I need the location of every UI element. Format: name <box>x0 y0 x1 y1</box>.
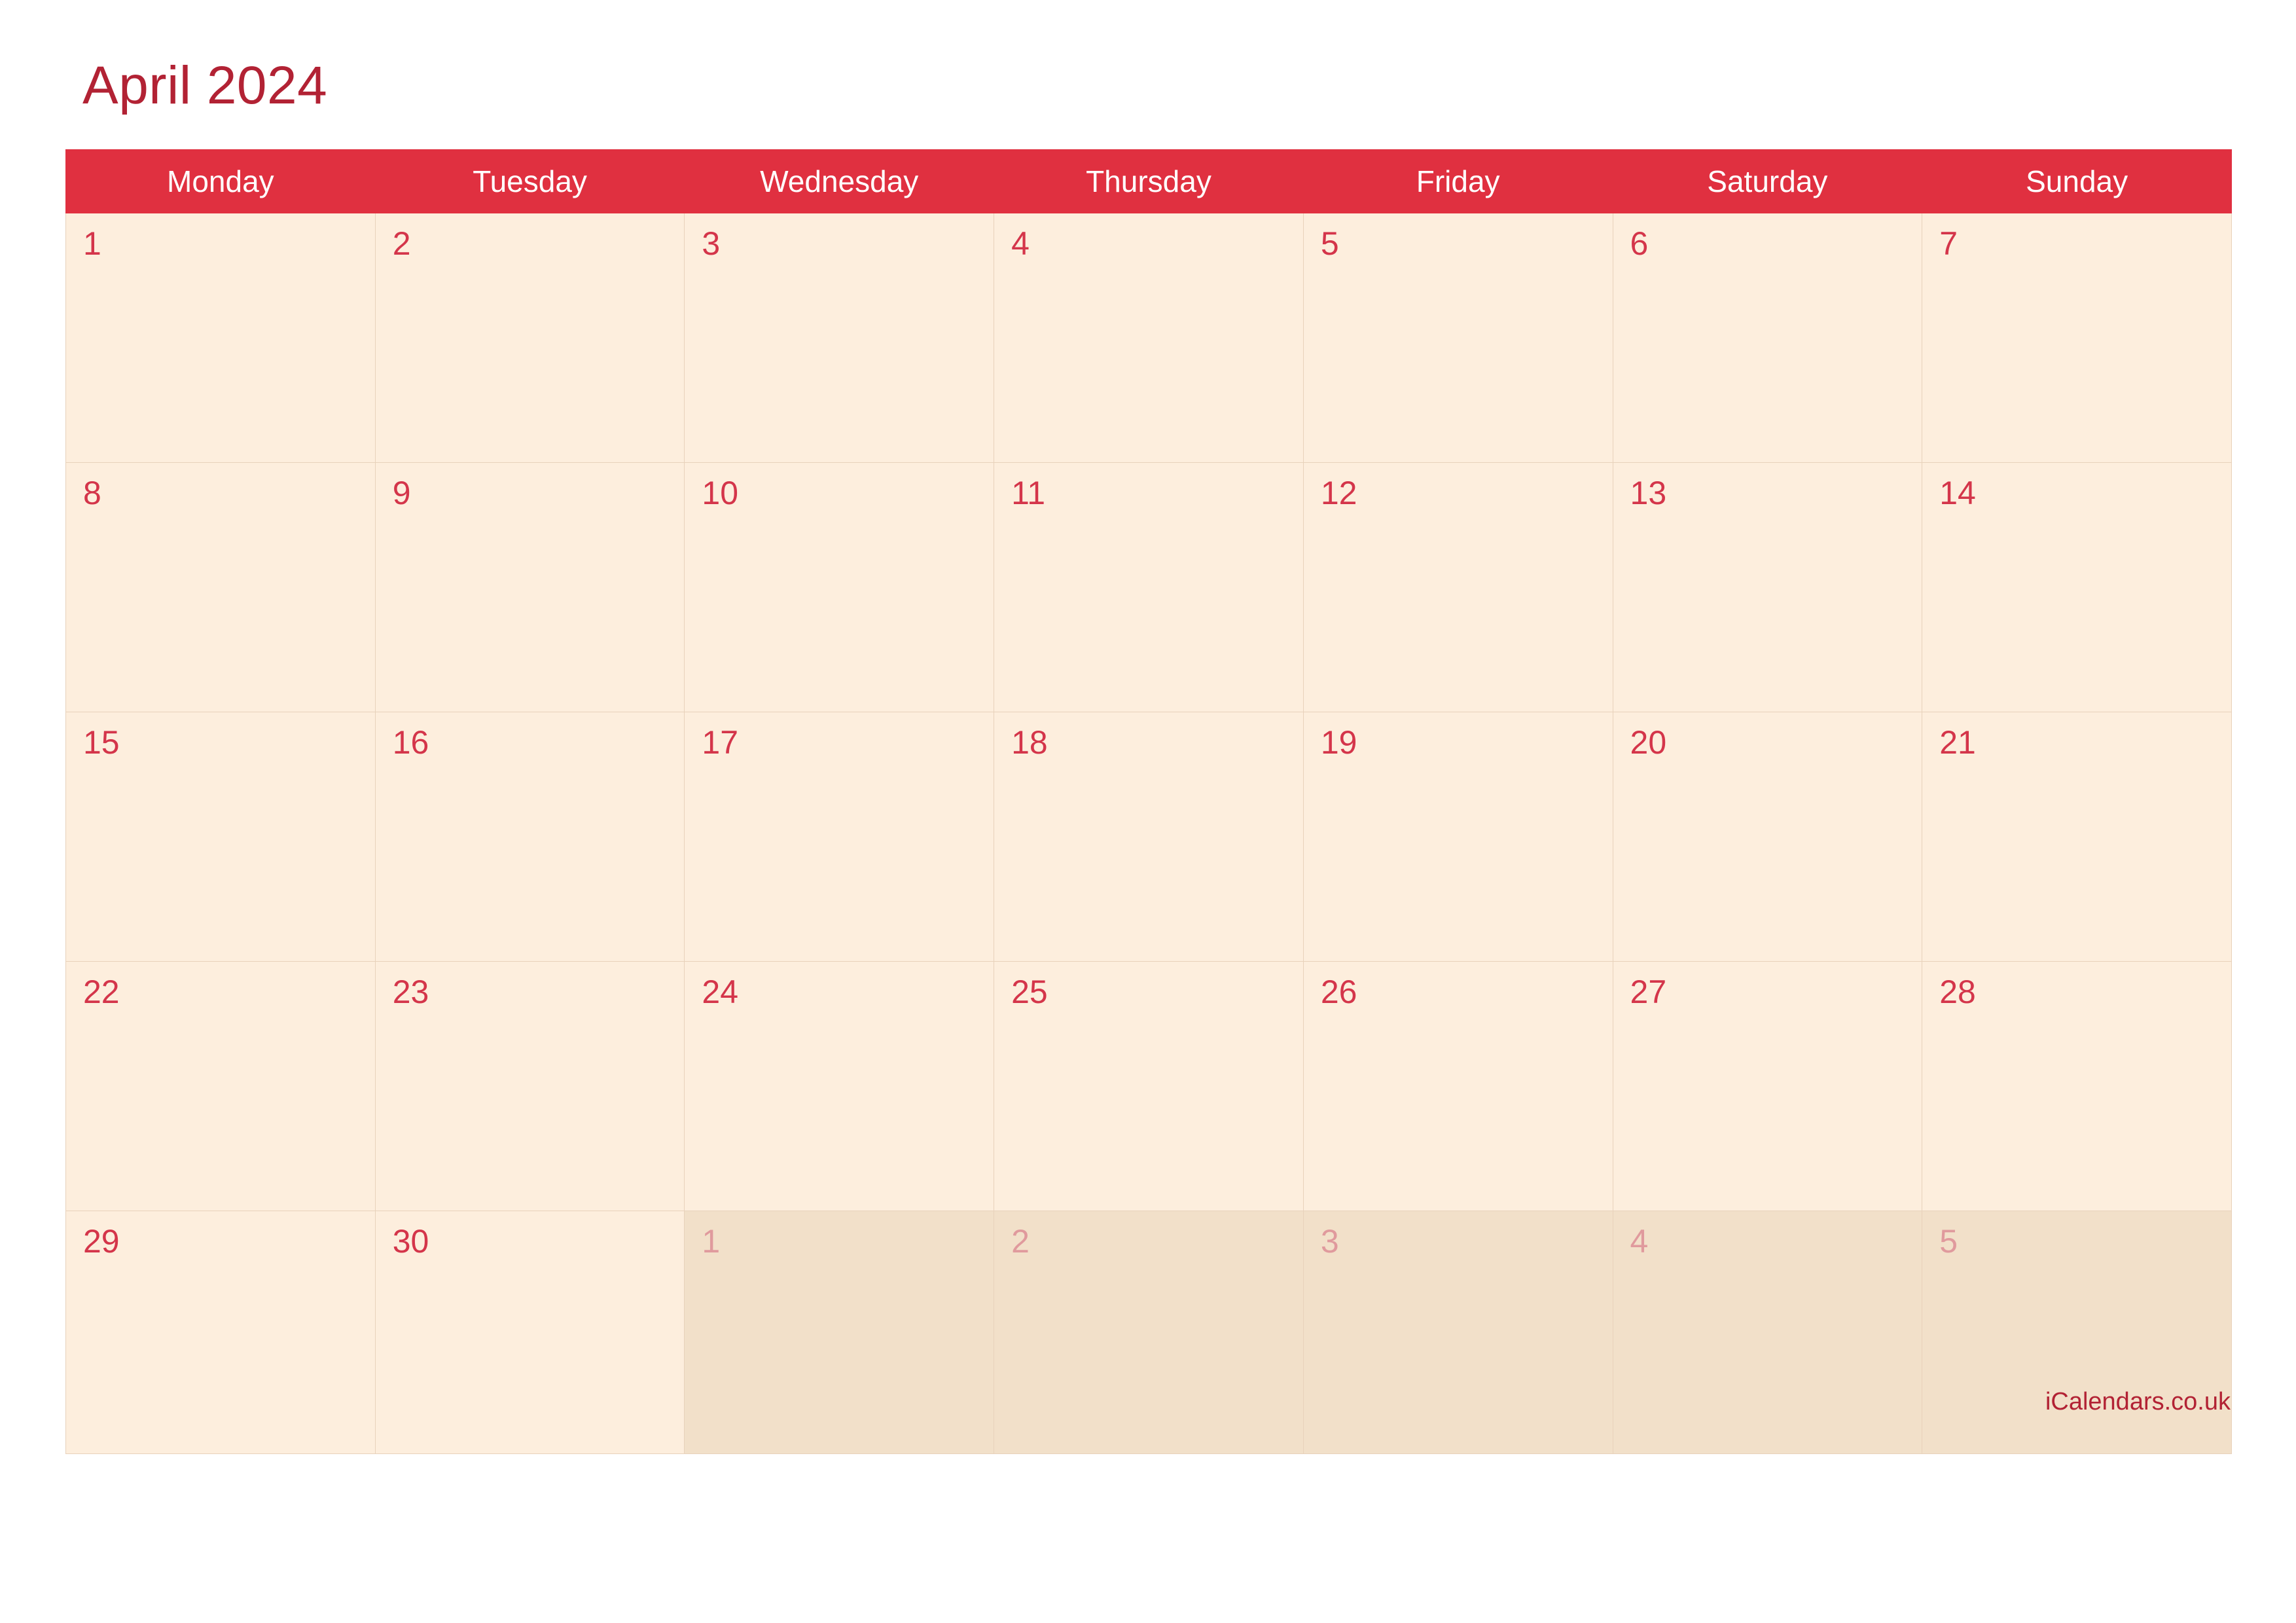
day-cell[interactable] <box>1303 463 1613 712</box>
page-title: April 2024 <box>82 56 328 115</box>
day-number: 24 <box>702 974 739 1010</box>
day-number: 23 <box>392 974 429 1010</box>
day-cell[interactable] <box>375 962 685 1211</box>
day-cell[interactable] <box>994 463 1304 712</box>
day-cell-other-month[interactable] <box>1303 1211 1613 1454</box>
day-cell[interactable] <box>1613 712 1922 962</box>
day-number: 28 <box>1939 974 1976 1010</box>
day-cell[interactable] <box>66 1211 376 1454</box>
day-cell[interactable] <box>1303 712 1613 962</box>
day-cell[interactable] <box>685 962 994 1211</box>
weekday-header-sunday: Sunday <box>1922 150 2232 213</box>
day-number: 9 <box>392 475 411 511</box>
day-number: 2 <box>1011 1223 1030 1260</box>
day-number: 5 <box>1939 1223 1958 1260</box>
weekday-header-monday: Monday <box>66 150 376 213</box>
day-number: 22 <box>83 974 120 1010</box>
day-cell[interactable] <box>375 463 685 712</box>
day-cell[interactable] <box>66 712 376 962</box>
weekday-header-row <box>66 150 2232 213</box>
day-number: 18 <box>1011 724 1048 761</box>
day-number: 3 <box>1320 1223 1339 1260</box>
day-number: 19 <box>1320 724 1357 761</box>
day-number: 2 <box>392 225 411 262</box>
day-cell[interactable] <box>1303 962 1613 1211</box>
day-number: 14 <box>1939 475 1976 511</box>
day-number: 1 <box>83 225 101 262</box>
weekday-header-thursday: Thursday <box>994 150 1304 213</box>
day-number: 20 <box>1630 724 1667 761</box>
day-number: 8 <box>83 475 101 511</box>
day-number: 15 <box>83 724 120 761</box>
day-number: 29 <box>83 1223 120 1260</box>
day-cell[interactable] <box>1922 962 2232 1211</box>
day-number: 1 <box>702 1223 721 1260</box>
day-cell[interactable] <box>994 962 1304 1211</box>
day-cell-other-month[interactable] <box>1922 1211 2232 1454</box>
day-number: 5 <box>1320 225 1339 262</box>
weekday-header-wednesday: Wednesday <box>685 150 994 213</box>
day-cell[interactable] <box>1922 463 2232 712</box>
day-cell-other-month[interactable] <box>1613 1211 1922 1454</box>
day-number: 10 <box>702 475 739 511</box>
day-number: 4 <box>1630 1223 1649 1260</box>
day-number: 4 <box>1011 225 1030 262</box>
day-number: 3 <box>702 225 721 262</box>
day-number: 11 <box>1011 475 1046 511</box>
calendar-week-row <box>66 1211 2232 1454</box>
day-number: 21 <box>1939 724 1976 761</box>
day-cell[interactable] <box>375 213 685 463</box>
day-number: 12 <box>1320 475 1357 511</box>
day-cell[interactable] <box>66 213 376 463</box>
calendar-week-row <box>66 712 2232 962</box>
weekday-header-saturday: Saturday <box>1613 150 1922 213</box>
day-number: 16 <box>392 724 429 761</box>
day-cell[interactable] <box>685 213 994 463</box>
calendar-grid <box>65 149 2232 1454</box>
calendar-week-row <box>66 213 2232 463</box>
day-cell[interactable] <box>994 712 1304 962</box>
day-number: 25 <box>1011 974 1048 1010</box>
day-number: 26 <box>1320 974 1357 1010</box>
day-number: 7 <box>1939 225 1958 262</box>
day-cell[interactable] <box>1613 213 1922 463</box>
weekday-header-tuesday: Tuesday <box>375 150 685 213</box>
day-number: 27 <box>1630 974 1667 1010</box>
day-cell[interactable] <box>1303 213 1613 463</box>
day-cell[interactable] <box>685 712 994 962</box>
day-cell[interactable] <box>994 213 1304 463</box>
day-cell[interactable] <box>1922 712 2232 962</box>
day-cell-other-month[interactable] <box>994 1211 1304 1454</box>
day-number: 30 <box>392 1223 429 1260</box>
day-number: 13 <box>1630 475 1667 511</box>
day-cell[interactable] <box>1922 213 2232 463</box>
weekday-header-friday: Friday <box>1303 150 1613 213</box>
calendar-week-row <box>66 463 2232 712</box>
day-cell[interactable] <box>685 463 994 712</box>
day-cell[interactable] <box>1613 962 1922 1211</box>
day-number: 17 <box>702 724 739 761</box>
day-cell[interactable] <box>375 712 685 962</box>
day-cell[interactable] <box>1613 463 1922 712</box>
day-cell[interactable] <box>66 962 376 1211</box>
site-credit: iCalendars.co.uk <box>2045 1388 2231 1415</box>
day-cell[interactable] <box>66 463 376 712</box>
day-cell-other-month[interactable] <box>685 1211 994 1454</box>
calendar-week-row <box>66 962 2232 1211</box>
day-cell[interactable] <box>375 1211 685 1454</box>
day-number: 6 <box>1630 225 1649 262</box>
